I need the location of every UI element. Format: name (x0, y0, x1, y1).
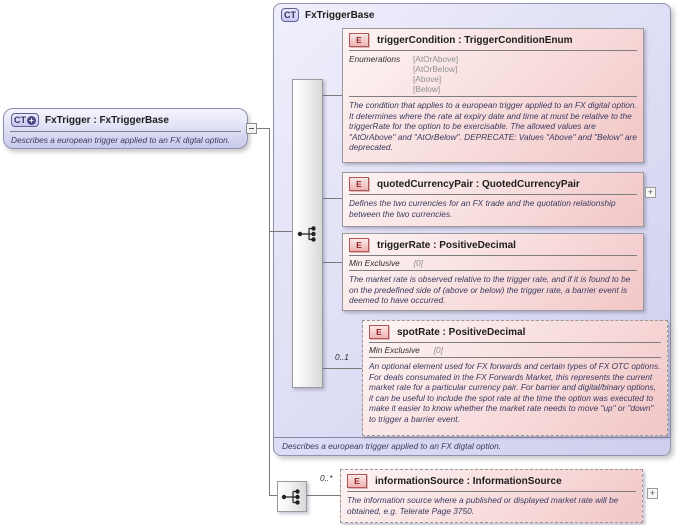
enumeration-value: [AtOrBelow] (413, 64, 458, 74)
spotrate-cardinality: 0..1 (335, 352, 349, 362)
enumeration-values (413, 54, 458, 94)
element-triggercondition[interactable] (342, 28, 644, 163)
element-icon: E (347, 474, 367, 488)
element-spotrate[interactable] (362, 320, 668, 436)
derivation-plus-icon: + (27, 116, 36, 125)
fxtriggerbase-title: FxTriggerBase (305, 9, 375, 21)
element-header (343, 173, 643, 194)
element-triggerrate[interactable] (342, 233, 644, 311)
element-header (363, 321, 667, 342)
connector-line (269, 128, 270, 496)
element-icon: E (369, 325, 389, 339)
facet-value: [0] (433, 345, 443, 355)
element-icon: E (349, 33, 369, 47)
element-quotedcurrencypair[interactable] (342, 172, 644, 227)
element-title: spotRate : PositiveDecimal (397, 326, 526, 338)
connector-line (306, 495, 340, 496)
fxtrigger-title: FxTrigger : FxTriggerBase (45, 114, 169, 126)
enumeration-value: [AtOrAbove] (413, 54, 459, 64)
connector-line (322, 198, 342, 199)
fxtrigger-collapse-handle[interactable] (246, 123, 257, 134)
informationsource-cardinality: 0..* (320, 473, 333, 483)
element-header (341, 470, 642, 491)
facet-label: Min Exclusive (349, 258, 400, 268)
element-header (343, 234, 643, 255)
connector-line (270, 231, 292, 232)
element-description: The condition that applies to a european trigger applied to an FX digital option. It determines where the rate at expiry date and time at must be relative to the triggerRate for the option to be exercisable. The allowed values are "AtOrAbove" and "AtOrBelow". DEPRECATE: Values "Above" and "Below" are deprecated. (349, 100, 637, 152)
extension-sequence-compositor[interactable] (277, 481, 307, 512)
sequence-compositor[interactable] (292, 79, 323, 388)
ct-badge-label: CT (14, 115, 26, 125)
ct-badge-label: CT (284, 10, 296, 20)
sequence-icon (280, 488, 304, 506)
element-title: quotedCurrencyPair : QuotedCurrencyPair (377, 178, 580, 190)
enumerations-facet (343, 51, 643, 96)
element-description: Defines the two currencies for an FX trade and the quotation relationship between the two currencies. (349, 198, 616, 219)
element-description: The market rate is observed relative to the trigger rate, and if it is found to be on the predefined side of (above or below) the trigger rate, a barrier event is deemed to have occurred. (349, 274, 631, 305)
facet-label: Min Exclusive (369, 345, 420, 355)
connector-line (322, 95, 342, 96)
complextype-icon (281, 8, 299, 22)
connector-line (322, 262, 342, 263)
element-description: An optional element used for FX forwards and certain types of FX OTC options. For deals consumated in the FX Forwards Market, this represents the current market rate for a particular currency pair. For barrier and digital/binary options, it can be useful to include the spot rate at the time the option was executed to make it easier to know whether the market rate needs to move "up" or "down" to trigger a barrier event. (369, 361, 661, 424)
element-informationsource[interactable] (340, 469, 643, 523)
element-header (343, 29, 643, 50)
fxtriggerbase-footer-text: Describes a european trigger applied to an FX digtal option. (282, 441, 502, 451)
minus-icon (249, 128, 254, 129)
connector-line (322, 368, 362, 369)
complextype-derived-icon (11, 113, 39, 127)
element-icon: E (349, 238, 369, 252)
fxtrigger-description: Describes a european trigger applied to an FX digtal option. (11, 135, 231, 145)
enumerations-label: Enumerations (349, 54, 401, 64)
minexclusive-facet (343, 256, 643, 270)
fxtriggerbase-header (274, 4, 670, 24)
element-title: triggerCondition : TriggerConditionEnum (377, 34, 573, 46)
enumeration-value: [Below] (413, 84, 441, 94)
expand-informationsource-button[interactable]: + (647, 488, 658, 499)
element-icon: E (349, 177, 369, 191)
enumeration-value: [Above] (413, 74, 442, 84)
minexclusive-facet (363, 343, 667, 357)
fxtrigger-header (4, 109, 247, 129)
fxtrigger-complextype-box[interactable] (3, 108, 248, 149)
sequence-icon (296, 225, 320, 243)
element-title: informationSource : InformationSource (375, 475, 562, 487)
connector-line (270, 495, 277, 496)
facet-value: [0] (413, 258, 423, 268)
element-description: The information source where a published or displayed market rate will be obtained, e.g. Telerate Page 3750. (347, 495, 619, 516)
connector-line (257, 128, 269, 129)
element-title: triggerRate : PositiveDecimal (377, 239, 516, 251)
expand-quotedcurrencypair-button[interactable]: + (645, 187, 656, 198)
fxtriggerbase-footer (274, 437, 670, 455)
